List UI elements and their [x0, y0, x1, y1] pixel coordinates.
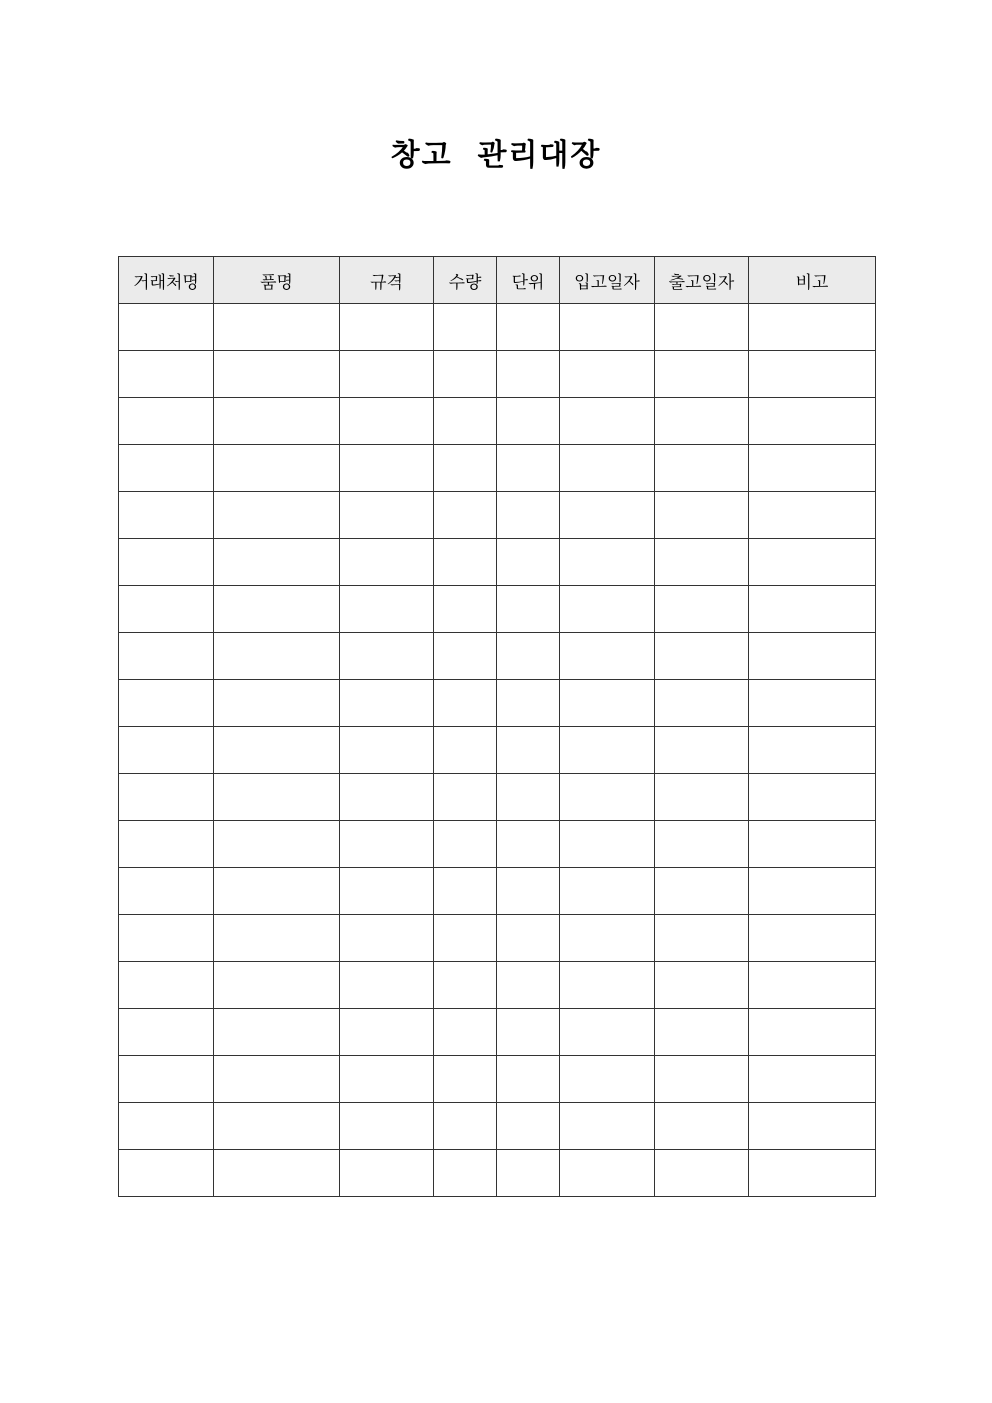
table-cell[interactable]: [340, 1103, 434, 1150]
table-cell[interactable]: [749, 445, 876, 492]
table-cell[interactable]: [655, 445, 749, 492]
table-cell[interactable]: [340, 398, 434, 445]
table-row: [119, 633, 876, 680]
table-cell[interactable]: [749, 1056, 876, 1103]
column-header-remarks: 비고: [749, 257, 876, 304]
table-cell[interactable]: [749, 680, 876, 727]
table-cell[interactable]: [119, 304, 214, 351]
table-row: [119, 445, 876, 492]
table-cell[interactable]: [497, 351, 560, 398]
table-cell[interactable]: [119, 398, 214, 445]
table-cell[interactable]: [749, 1009, 876, 1056]
column-header-client: 거래처명: [119, 257, 214, 304]
table-cell[interactable]: [497, 821, 560, 868]
table-cell[interactable]: [340, 1009, 434, 1056]
table-cell[interactable]: [497, 1150, 560, 1197]
table-row: [119, 821, 876, 868]
table-cell[interactable]: [434, 962, 497, 1009]
table-cell[interactable]: [214, 351, 340, 398]
table-cell[interactable]: [340, 1056, 434, 1103]
table-cell[interactable]: [497, 1009, 560, 1056]
table-header-row: [119, 257, 876, 304]
table-cell[interactable]: [340, 492, 434, 539]
table-cell[interactable]: [655, 1056, 749, 1103]
table-cell[interactable]: [214, 868, 340, 915]
table-row: [119, 304, 876, 351]
table-cell[interactable]: [497, 586, 560, 633]
table-cell[interactable]: [214, 633, 340, 680]
table-cell[interactable]: [340, 680, 434, 727]
table-cell[interactable]: [560, 351, 655, 398]
table-cell[interactable]: [497, 868, 560, 915]
table-cell[interactable]: [560, 1056, 655, 1103]
table-cell[interactable]: [434, 492, 497, 539]
table-cell[interactable]: [497, 1056, 560, 1103]
table-cell[interactable]: [214, 1009, 340, 1056]
table-cell[interactable]: [497, 962, 560, 1009]
table-cell[interactable]: [340, 351, 434, 398]
table-cell[interactable]: [214, 398, 340, 445]
table-cell[interactable]: [749, 539, 876, 586]
table-cell[interactable]: [119, 1056, 214, 1103]
table-cell[interactable]: [434, 304, 497, 351]
table-cell[interactable]: [560, 868, 655, 915]
table-cell[interactable]: [655, 1009, 749, 1056]
table-cell[interactable]: [434, 915, 497, 962]
table-cell[interactable]: [749, 821, 876, 868]
table-cell[interactable]: [214, 539, 340, 586]
table-row: [119, 1009, 876, 1056]
table-cell[interactable]: [560, 492, 655, 539]
table-cell[interactable]: [340, 821, 434, 868]
table-cell[interactable]: [655, 680, 749, 727]
table-cell[interactable]: [119, 774, 214, 821]
table-cell[interactable]: [434, 351, 497, 398]
table-cell[interactable]: [749, 868, 876, 915]
table-cell[interactable]: [497, 727, 560, 774]
table-cell[interactable]: [434, 1056, 497, 1103]
table-cell[interactable]: [560, 821, 655, 868]
table-row: [119, 868, 876, 915]
table-cell[interactable]: [655, 774, 749, 821]
table-cell[interactable]: [434, 868, 497, 915]
table-cell[interactable]: [497, 774, 560, 821]
table-cell[interactable]: [119, 1150, 214, 1197]
column-header-item-name: 품명: [214, 257, 340, 304]
table-cell[interactable]: [497, 492, 560, 539]
table-cell[interactable]: [119, 351, 214, 398]
table-cell[interactable]: [340, 539, 434, 586]
table-cell[interactable]: [560, 680, 655, 727]
table-cell[interactable]: [214, 1056, 340, 1103]
table-cell[interactable]: [214, 586, 340, 633]
page-title: 창고 관리대장: [390, 138, 602, 173]
table-cell[interactable]: [119, 492, 214, 539]
table-cell[interactable]: [214, 680, 340, 727]
table-cell[interactable]: [434, 1150, 497, 1197]
table-row: [119, 962, 876, 1009]
table-row: [119, 492, 876, 539]
table-cell[interactable]: [749, 633, 876, 680]
table-cell[interactable]: [434, 1009, 497, 1056]
table-cell[interactable]: [214, 962, 340, 1009]
table-cell[interactable]: [119, 727, 214, 774]
table-cell[interactable]: [340, 586, 434, 633]
table-cell[interactable]: [119, 633, 214, 680]
table-cell[interactable]: [340, 304, 434, 351]
table-row: [119, 1056, 876, 1103]
table-cell[interactable]: [119, 445, 214, 492]
table-cell[interactable]: [749, 398, 876, 445]
table-cell[interactable]: [214, 1103, 340, 1150]
table-cell[interactable]: [749, 492, 876, 539]
table-cell[interactable]: [655, 539, 749, 586]
table-cell[interactable]: [560, 304, 655, 351]
table-cell[interactable]: [434, 586, 497, 633]
table-cell[interactable]: [119, 915, 214, 962]
table-cell[interactable]: [119, 821, 214, 868]
table-cell[interactable]: [749, 774, 876, 821]
table-cell[interactable]: [749, 304, 876, 351]
table-cell[interactable]: [749, 351, 876, 398]
table-cell[interactable]: [434, 1103, 497, 1150]
table-cell[interactable]: [497, 633, 560, 680]
table-cell[interactable]: [749, 962, 876, 1009]
table-cell[interactable]: [434, 680, 497, 727]
table-cell[interactable]: [497, 445, 560, 492]
table-cell[interactable]: [119, 586, 214, 633]
table-cell[interactable]: [497, 680, 560, 727]
table-cell[interactable]: [434, 727, 497, 774]
table-cell[interactable]: [340, 727, 434, 774]
table-cell[interactable]: [434, 398, 497, 445]
table-cell[interactable]: [560, 539, 655, 586]
table-cell[interactable]: [214, 445, 340, 492]
table-cell[interactable]: [560, 1103, 655, 1150]
table-cell[interactable]: [560, 962, 655, 1009]
table-cell[interactable]: [214, 727, 340, 774]
table-cell[interactable]: [214, 492, 340, 539]
table-cell[interactable]: [340, 868, 434, 915]
table-cell[interactable]: [340, 962, 434, 1009]
table-cell[interactable]: [749, 727, 876, 774]
table-cell[interactable]: [340, 633, 434, 680]
table-cell[interactable]: [434, 445, 497, 492]
table-cell[interactable]: [655, 1150, 749, 1197]
table-cell[interactable]: [340, 915, 434, 962]
table-cell[interactable]: [655, 351, 749, 398]
table-cell[interactable]: [434, 539, 497, 586]
table-cell[interactable]: [655, 1103, 749, 1150]
table-cell[interactable]: [214, 1150, 340, 1197]
table-cell[interactable]: [560, 1150, 655, 1197]
table-cell[interactable]: [749, 1150, 876, 1197]
table-cell[interactable]: [655, 868, 749, 915]
table-cell[interactable]: [214, 821, 340, 868]
table-cell[interactable]: [119, 868, 214, 915]
table-cell[interactable]: [560, 727, 655, 774]
table-cell[interactable]: [655, 492, 749, 539]
table-cell[interactable]: [119, 1009, 214, 1056]
table-cell[interactable]: [655, 821, 749, 868]
column-header-specification: 규격: [340, 257, 434, 304]
table-cell[interactable]: [119, 680, 214, 727]
table-row: [119, 774, 876, 821]
table-cell[interactable]: [214, 915, 340, 962]
table-cell[interactable]: [655, 398, 749, 445]
table-cell[interactable]: [497, 1103, 560, 1150]
table-row: [119, 586, 876, 633]
column-header-quantity: 수량: [434, 257, 497, 304]
table-cell[interactable]: [560, 586, 655, 633]
table-cell[interactable]: [560, 915, 655, 962]
table-cell[interactable]: [497, 398, 560, 445]
table-row: [119, 539, 876, 586]
table-cell[interactable]: [655, 633, 749, 680]
column-header-unit: 단위: [497, 257, 560, 304]
table-cell[interactable]: [434, 774, 497, 821]
table-cell[interactable]: [560, 774, 655, 821]
table-cell[interactable]: [655, 586, 749, 633]
table-cell[interactable]: [560, 633, 655, 680]
table-row: [119, 1150, 876, 1197]
column-header-receipt-date: 입고일자: [560, 257, 655, 304]
warehouse-ledger-table: [118, 256, 876, 1197]
table-cell[interactable]: [214, 304, 340, 351]
table-cell[interactable]: [655, 727, 749, 774]
table-cell[interactable]: [655, 915, 749, 962]
table-cell[interactable]: [560, 1009, 655, 1056]
table-cell[interactable]: [119, 962, 214, 1009]
table-cell[interactable]: [655, 962, 749, 1009]
table-cell[interactable]: [749, 915, 876, 962]
table-cell[interactable]: [497, 539, 560, 586]
table-cell[interactable]: [497, 304, 560, 351]
table-cell[interactable]: [434, 633, 497, 680]
table-row: [119, 1103, 876, 1150]
table-row: [119, 351, 876, 398]
column-header-release-date: 출고일자: [655, 257, 749, 304]
table-cell[interactable]: [655, 304, 749, 351]
table-cell[interactable]: [560, 398, 655, 445]
table-cell[interactable]: [340, 1150, 434, 1197]
table-cell[interactable]: [749, 1103, 876, 1150]
table-cell[interactable]: [560, 445, 655, 492]
table-body: [119, 304, 876, 1197]
table-cell[interactable]: [340, 774, 434, 821]
table-row: [119, 915, 876, 962]
table-cell[interactable]: [434, 821, 497, 868]
table-cell[interactable]: [497, 915, 560, 962]
table-cell[interactable]: [749, 586, 876, 633]
table-row: [119, 680, 876, 727]
table-cell[interactable]: [119, 1103, 214, 1150]
table-row: [119, 398, 876, 445]
table-row: [119, 727, 876, 774]
table-cell[interactable]: [119, 539, 214, 586]
table-cell[interactable]: [214, 774, 340, 821]
table-cell[interactable]: [340, 445, 434, 492]
